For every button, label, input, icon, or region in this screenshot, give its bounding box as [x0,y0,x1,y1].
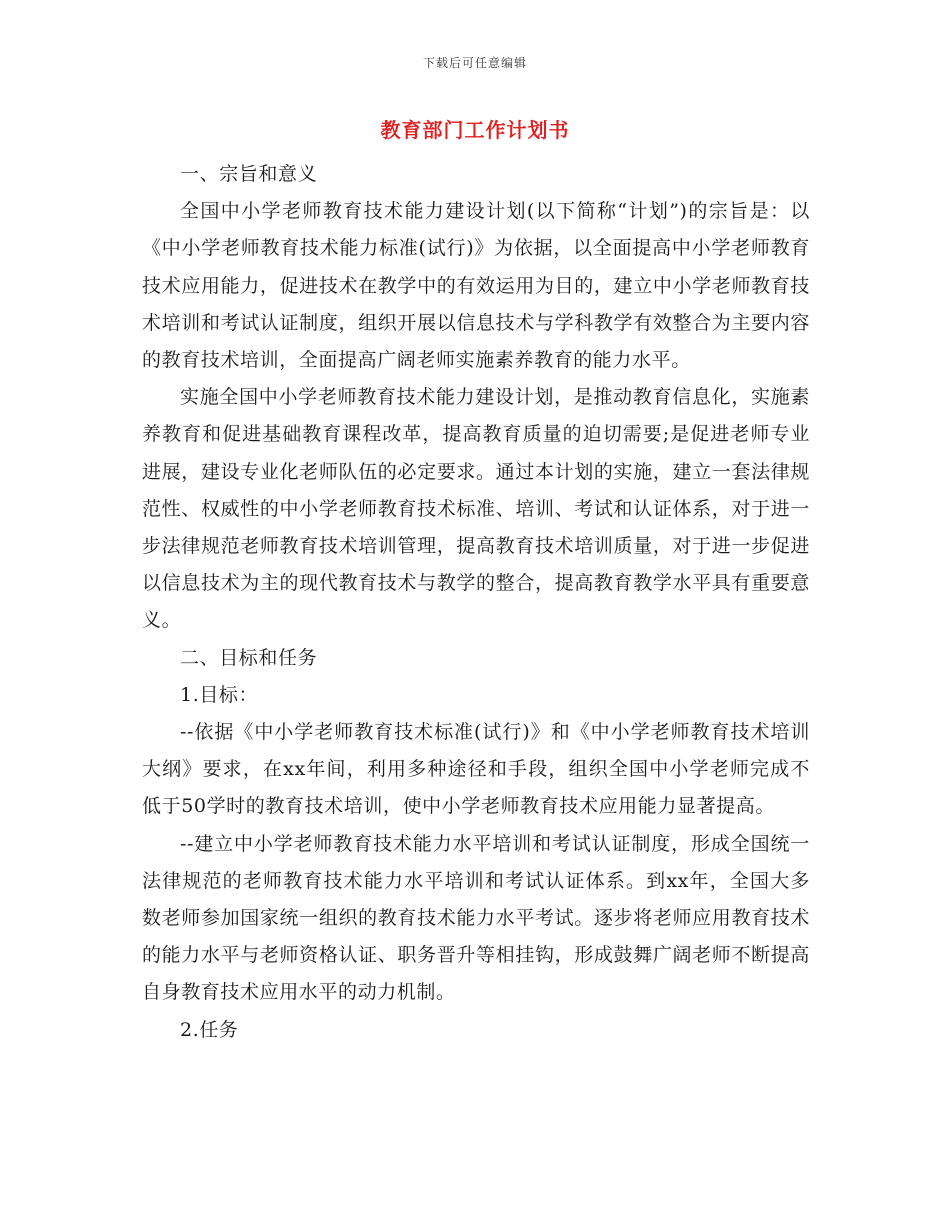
document-body [142,156,810,1049]
page-header-note: 下载后可任意编辑 [422,56,527,70]
paragraph-goal-certification: --建立中小学老师教育技术能力水平培训和考试认证制度，形成全国统一法律规范的老师教育技术能力水平培训和考试认证体系。到xx年，全国大多数老师参加国家统一组织的教育技术能力水平考试。逐步将老师应用教育技术的能力水平与老师资格认证、职务晋升等相挂钩，形成鼓舞广阔老师不断提高自身教育技术应用水平的动力机制。 [142,832,810,1004]
paragraph-goal-training: --依据《中小学老师教育技术标准(试行)》和《中小学老师教育技术培训大纲》要求，在xx年间，利用多种途径和手段，组织全国中小学老师完成不低于50学时的教育技术培训，使中小学老师教育技术应用能力显著提高。 [142,721,810,818]
document-title: 教育部门工作计划书 [380,118,570,142]
section-heading-purpose: 一、宗旨和意义 [180,163,318,185]
subheading-tasks: 2.任务 [180,1018,239,1041]
paragraph-purpose: 全国中小学老师教育技术能力建设计划(以下简称“计划”)的宗旨是：以《中小学老师教育技术能力标准(试行)》为依据，以全面提高中小学老师教育技术应用能力，促进技术在教学中的有效运用为目的，建立中小学老师教育技术培训和考试认证制度，组织开展以信息技术与学科教学有效整合为主要内容的教育技术培训，全面提高广阔老师实施素养教育的能力水平。 [142,200,810,372]
subheading-goal: 1.目标： [180,683,259,706]
section-heading-goals: 二、目标和任务 [180,646,318,669]
paragraph-significance: 实施全国中小学老师教育技术能力建设计划，是推动教育信息化，实施素养教育和促进基础教育课程改革，提高教育质量的迫切需要;是促进老师专业进展，建设专业化老师队伍的必定要求。通过本计划的实施，建立一套法律规范性、权威性的中小学老师教育技术标准、培训、考试和认证体系，对于进一步法律规范老师教育技术培训管理，提高教育技术培训质量，对于进一步促进以信息技术为主的现代教育技术与教学的整合，提高教育教学水平具有重要意义。 [142,386,810,632]
